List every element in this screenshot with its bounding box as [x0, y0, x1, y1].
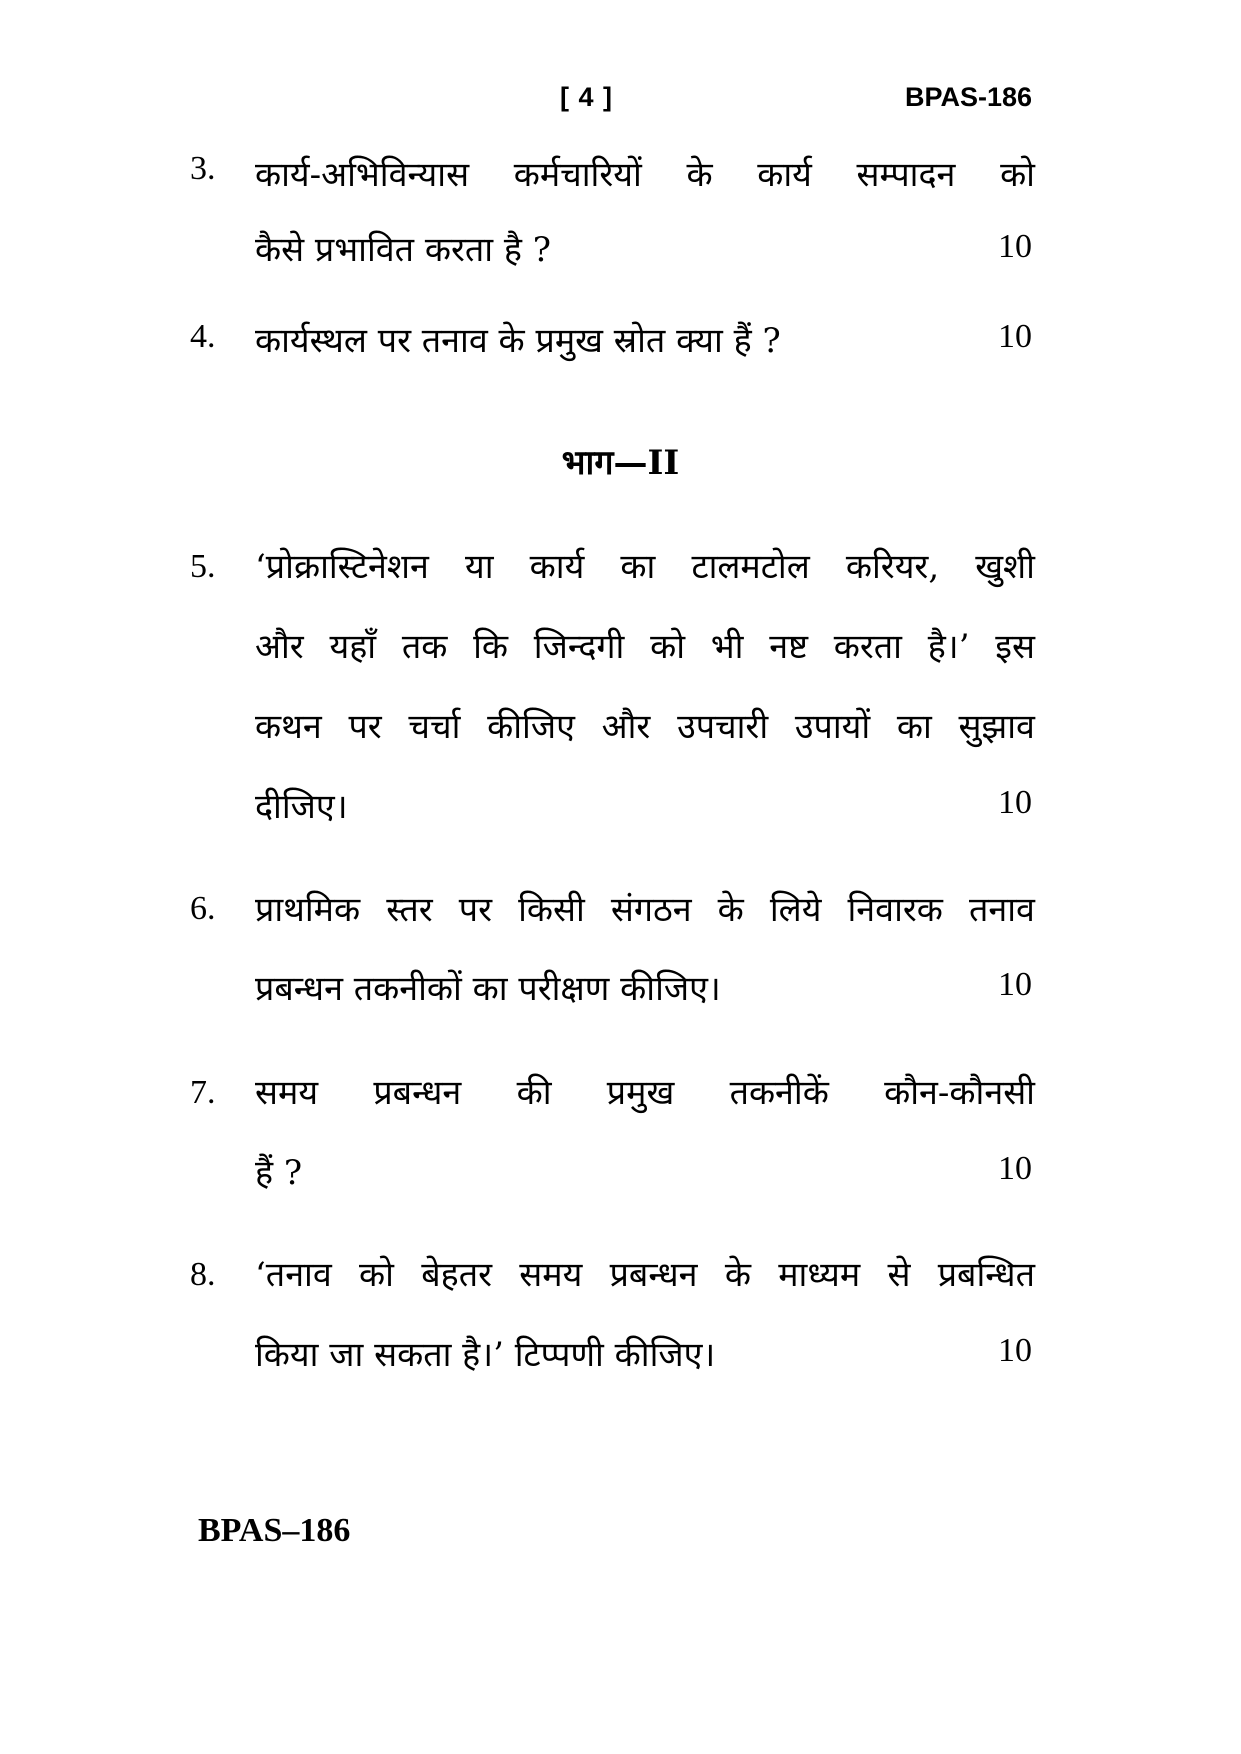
word: ‘तनाव — [255, 1255, 332, 1295]
word: जिन्दगी — [533, 627, 625, 667]
word: और — [255, 627, 304, 667]
question-number: 6. — [190, 890, 216, 927]
word: पर — [458, 890, 492, 930]
question-marks: 10 — [998, 318, 1032, 355]
section-title: भाग—II — [561, 443, 680, 483]
word: समय — [255, 1073, 319, 1113]
word: यहाँ — [329, 627, 377, 667]
word: करता — [833, 627, 902, 667]
word: सुझाव — [958, 707, 1035, 747]
question-line — [255, 702, 1035, 748]
question-number: 8. — [190, 1256, 216, 1293]
question-line: प्रबन्धन तकनीकों का परीक्षण कीजिए। — [255, 969, 721, 1009]
word: या — [465, 547, 494, 587]
word: की — [516, 1073, 552, 1113]
word: प्रमुख — [606, 1073, 675, 1113]
word: तनाव — [968, 890, 1035, 930]
word: पर — [348, 707, 382, 747]
header-paper-code: BPAS-186 — [905, 82, 1033, 112]
page-number: [ 4 ] — [560, 82, 614, 112]
question-line — [255, 1068, 1035, 1114]
question-marks: 10 — [998, 1332, 1032, 1369]
word: इस — [995, 627, 1035, 667]
word: किसी — [518, 890, 585, 930]
word: तक — [401, 627, 448, 667]
word: उपचारी — [677, 707, 769, 747]
word: उपायों — [794, 707, 871, 747]
question-number: 3. — [190, 150, 216, 187]
word: को — [359, 1255, 394, 1295]
word: टालमटोल — [691, 547, 810, 587]
word: संगठन — [610, 890, 692, 930]
word: कि — [473, 627, 509, 667]
question-line: किया जा सकता है।’ टिप्पणी कीजिए। — [255, 1335, 716, 1375]
word: के — [724, 1255, 751, 1295]
word: कर्मचारियों — [513, 155, 642, 195]
question-line — [255, 622, 1035, 668]
word: के — [717, 890, 744, 930]
question-line — [255, 150, 1035, 196]
question-number: 5. — [190, 548, 216, 585]
question-marks: 10 — [998, 966, 1032, 1003]
word: निवारक — [847, 890, 943, 930]
word: से — [887, 1255, 911, 1295]
question-line — [255, 542, 1035, 588]
word: प्राथमिक — [255, 890, 361, 930]
word: के — [686, 155, 713, 195]
footer-paper-code: BPAS–186 — [198, 1512, 351, 1549]
word: कीजिए — [487, 707, 575, 747]
question-marks: 10 — [998, 784, 1032, 821]
word: समय — [519, 1255, 583, 1295]
word: का — [620, 547, 656, 587]
word: करियर, — [845, 547, 940, 587]
word: और — [601, 707, 651, 747]
word: को — [650, 627, 686, 667]
word: प्रबन्धन — [373, 1073, 462, 1113]
word: कौन-कौनसी — [884, 1073, 1035, 1113]
word: सम्पादन — [856, 155, 956, 195]
word: प्रबन्धन — [609, 1255, 698, 1295]
word: चर्चा — [408, 707, 461, 747]
word: स्तर — [386, 890, 433, 930]
question-number: 4. — [190, 318, 216, 355]
word: बेहतर — [421, 1255, 492, 1295]
word: नष्ट — [769, 627, 808, 667]
word: कार्य-अभिविन्यास — [255, 155, 470, 195]
word: ‘प्रोक्रास्टिनेशन — [255, 547, 429, 587]
word: को — [1000, 155, 1035, 195]
word: खुशी — [975, 547, 1035, 587]
word: कार्य — [757, 155, 812, 195]
question-line: हैं ? — [255, 1153, 303, 1193]
question-line: कैसे प्रभावित करता है ? — [255, 230, 551, 270]
word: कथन — [255, 707, 322, 747]
word: भी — [710, 627, 744, 667]
question-line: दीजिए। — [255, 787, 348, 827]
question-line: कार्यस्थल पर तनाव के प्रमुख स्रोत क्या हैं ? — [255, 321, 781, 361]
question-line — [255, 1250, 1035, 1296]
question-number: 7. — [190, 1074, 216, 1111]
question-marks: 10 — [998, 1150, 1032, 1187]
word: है।’ — [927, 627, 970, 667]
word: कार्य — [529, 547, 585, 587]
word: का — [896, 707, 932, 747]
question-line — [255, 885, 1035, 931]
question-marks: 10 — [998, 228, 1032, 265]
word: तकनीकें — [729, 1073, 829, 1113]
word: प्रबन्धित — [937, 1255, 1035, 1295]
word: माध्यम — [778, 1255, 861, 1295]
word: लिये — [769, 890, 822, 930]
